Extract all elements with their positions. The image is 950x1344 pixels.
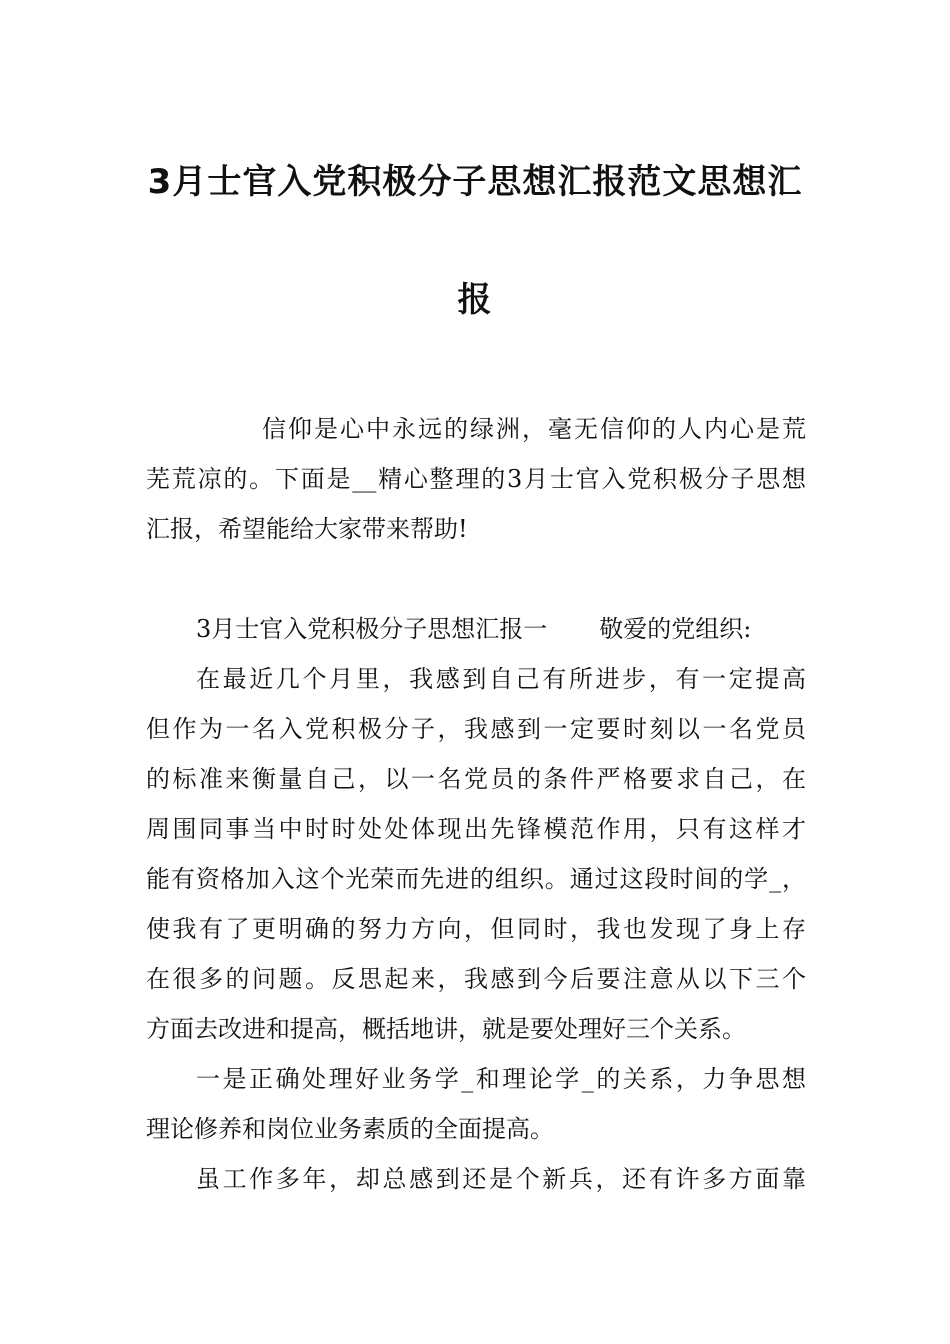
intro-line-1-text: 信仰是心中永远的绿洲，毫无信仰的人内心是荒 [262, 415, 806, 443]
salutation: 敬爱的党组织: [599, 615, 752, 643]
body-line-1-text: 在最近几个月里，我感到自己有所进步，有一定提高 [196, 665, 806, 693]
intro-line-1 [262, 414, 806, 444]
body-line-6-text: 使我有了更明确的努力方向，但同时，我也发现了身上存 [146, 915, 806, 943]
body-line-1 [196, 664, 806, 694]
body-line-4 [146, 814, 806, 844]
body-line-10-text: 理论修养和岗位业务素质的全面提高。 [146, 1115, 554, 1143]
body-line-7-text: 在很多的问题。反思起来，我感到今后要注意从以下三个 [146, 965, 806, 993]
intro-line-3 [146, 514, 806, 544]
intro-line-3-text: 汇报，希望能给大家带来帮助! [146, 515, 468, 543]
body-line-11-text: 虽工作多年，却总感到还是个新兵，还有许多方面靠 [196, 1165, 806, 1193]
body-line-11 [196, 1164, 806, 1194]
body-line-2 [146, 714, 806, 744]
body-line-8-text: 方面去改进和提高，概括地讲，就是要处理好三个关系。 [146, 1015, 746, 1043]
body-line-3-text: 的标准来衡量自己，以一名党员的条件严格要求自己，在 [146, 765, 806, 793]
body-line-5-text: 能有资格加入这个光荣而先进的组织。通过这段时间的学_， [146, 865, 806, 893]
document-title-line-2: 报 [457, 280, 493, 320]
body-line-5 [146, 864, 806, 894]
body-line-8 [146, 1014, 806, 1044]
body-line-4-text: 周围同事当中时时处处体现出先锋模范作用，只有这样才 [146, 815, 806, 843]
body-line-9-text: 一是正确处理好业务学_和理论学_的关系，力争思想 [196, 1065, 806, 1093]
body-line-7 [146, 964, 806, 994]
body-line-2-text: 但作为一名入党积极分子，我感到一定要时刻以一名党员 [146, 715, 806, 743]
body-line-6 [146, 914, 806, 944]
intro-line-2 [146, 464, 806, 494]
section-heading-line [196, 614, 806, 644]
body-line-3 [146, 764, 806, 794]
body-line-9 [196, 1064, 806, 1094]
body-line-10 [146, 1114, 806, 1144]
document-title-line-1: 3月士官入党积极分子思想汇报范文思想汇 [147, 162, 803, 202]
section-heading: 3月士官入党积极分子思想汇报一 [196, 615, 548, 643]
intro-line-2-text: 芜荒凉的。下面是__精心整理的3月士官入党积极分子思想 [146, 465, 806, 493]
